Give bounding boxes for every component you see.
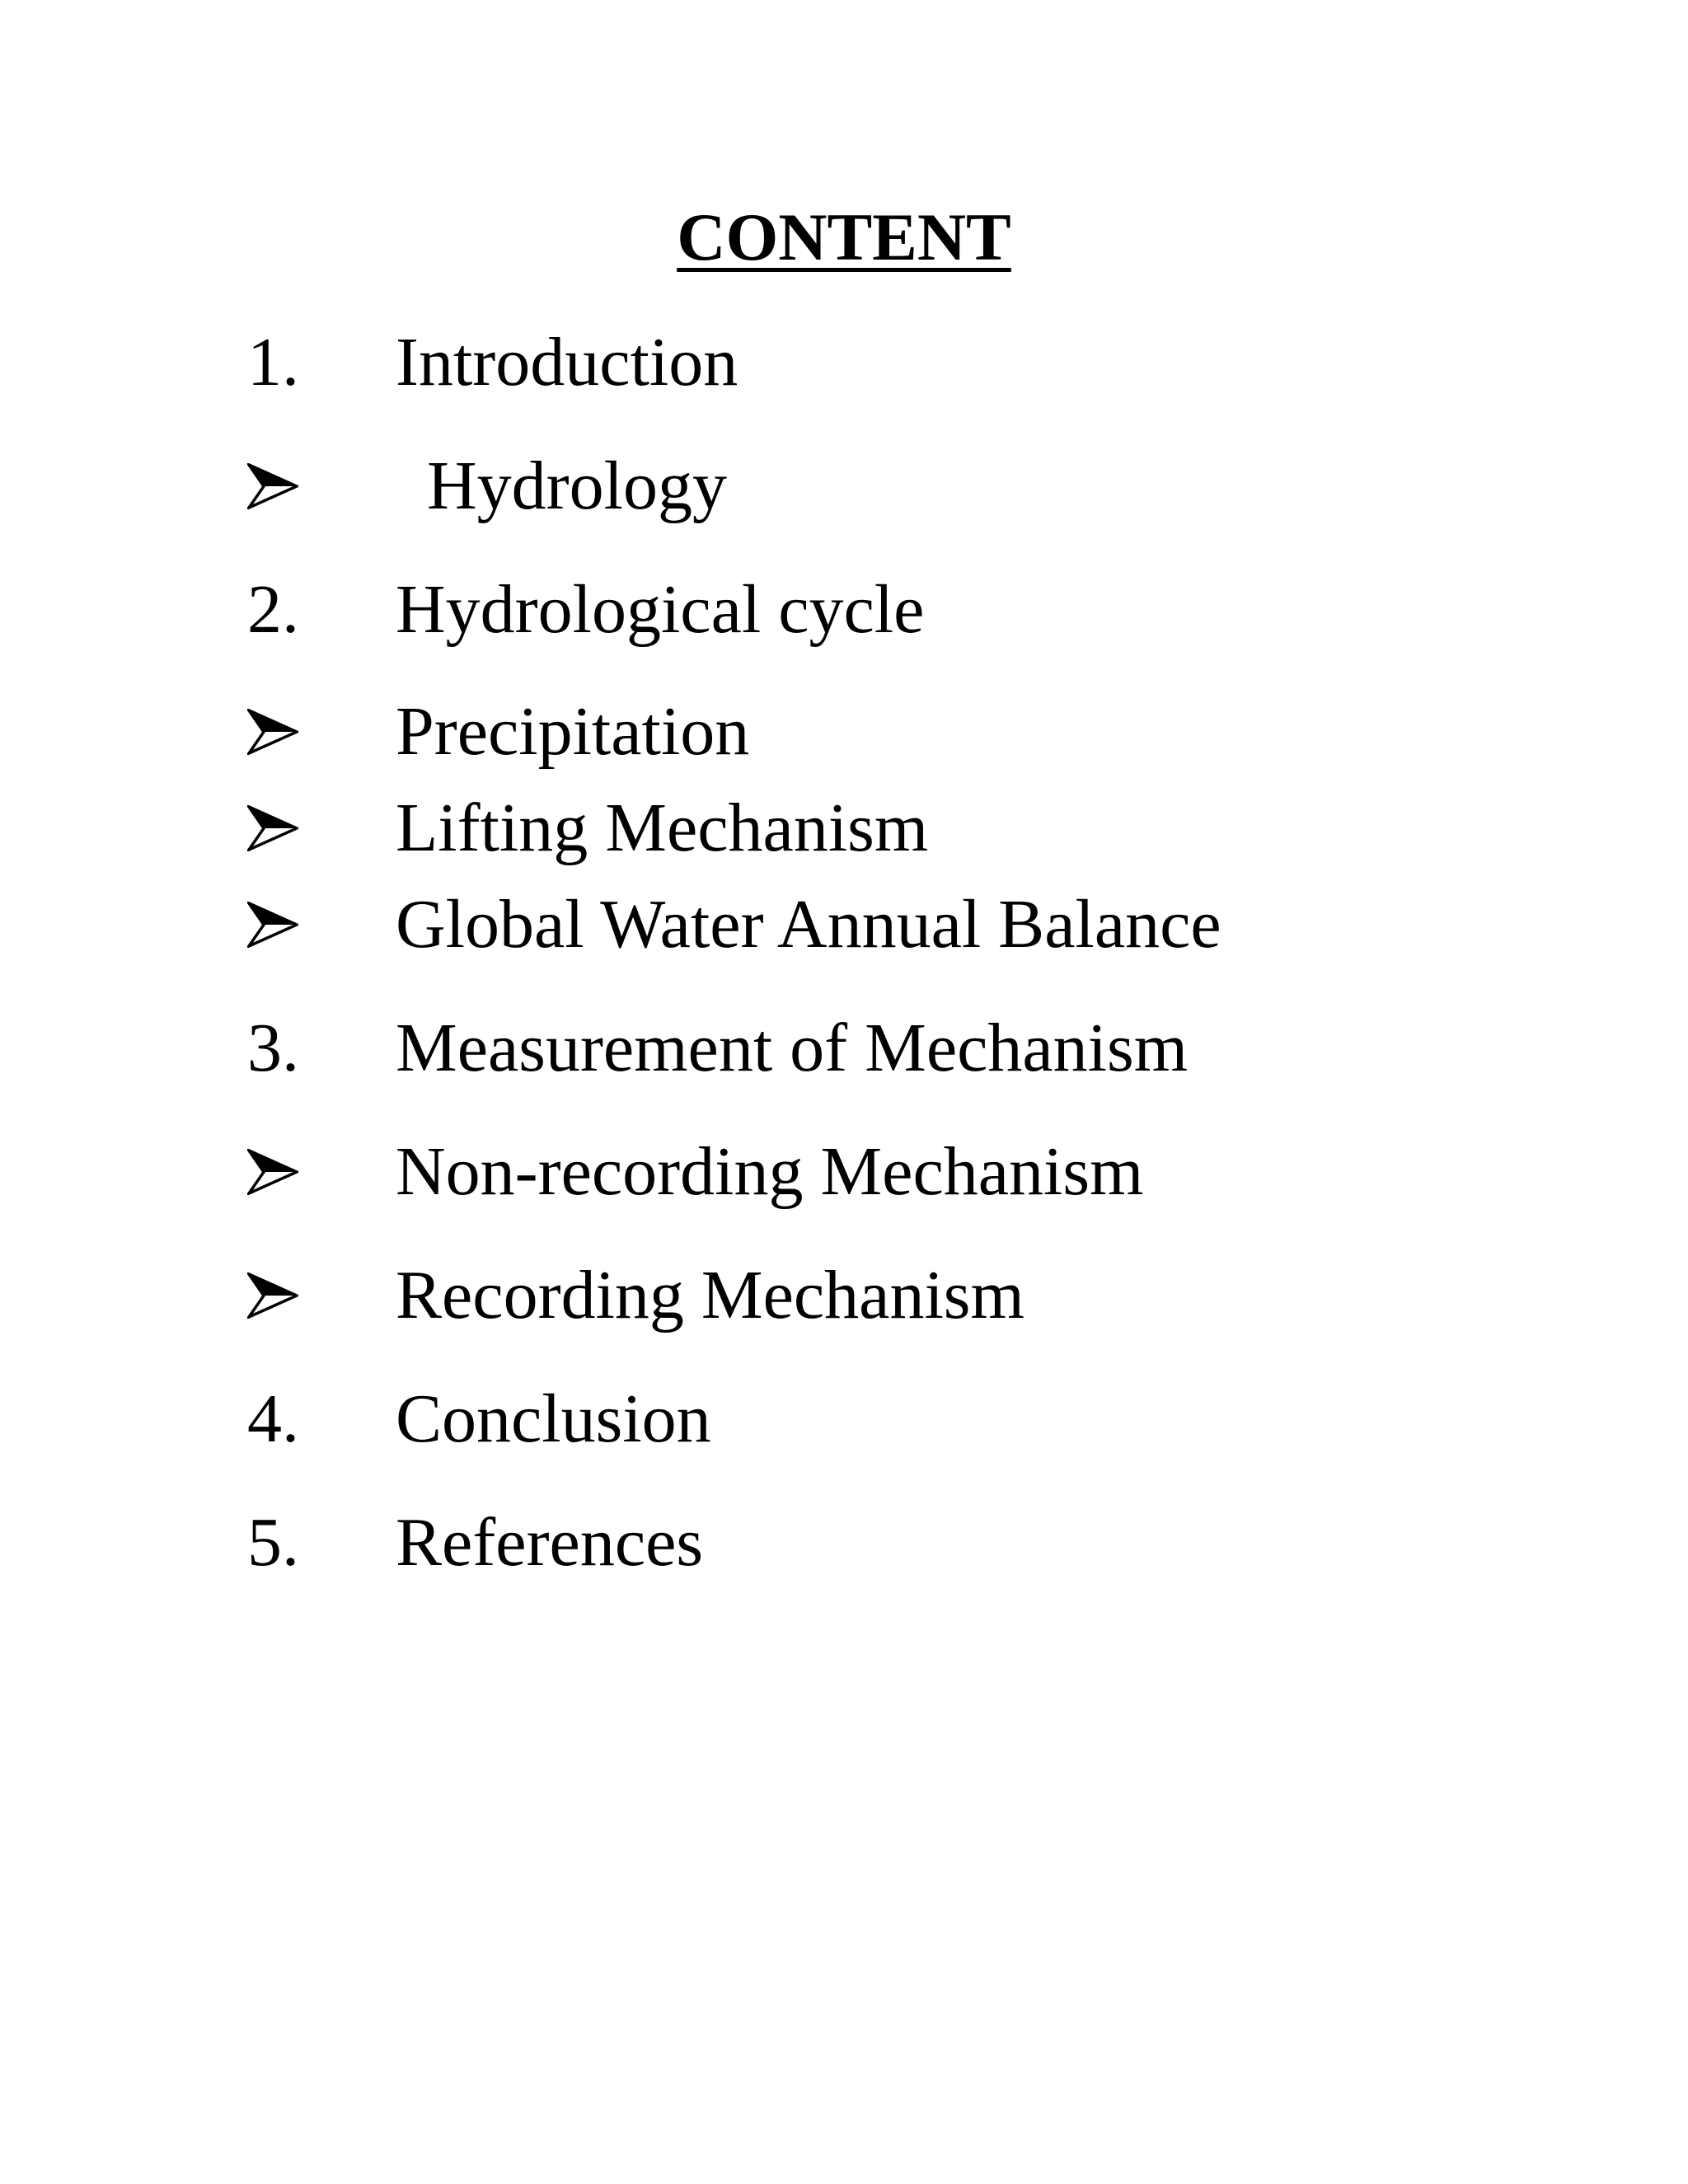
list-item — [0, 1007, 1688, 1090]
item-number: 3. — [247, 1010, 299, 1086]
item-label: Lifting Mechanism — [396, 790, 929, 866]
arrow-bullet-icon — [247, 1272, 298, 1319]
item-number: 1. — [247, 324, 299, 401]
list-item — [0, 691, 1688, 773]
page-title-text: CONTENT — [677, 199, 1011, 274]
list-item — [0, 1378, 1688, 1460]
list-item — [0, 787, 1688, 869]
list-item — [0, 1131, 1688, 1213]
arrow-bullet-icon — [247, 709, 298, 755]
item-label: Recording Mechanism — [396, 1257, 1025, 1333]
list-item — [0, 569, 1688, 651]
item-label: Hydrological cycle — [396, 571, 925, 648]
item-label: References — [396, 1504, 704, 1581]
item-label: Hydrology — [427, 448, 727, 524]
page-title — [0, 196, 1688, 279]
item-label: Precipitation — [396, 693, 750, 770]
item-label: Measurement of Mechanism — [396, 1010, 1189, 1086]
list-item — [0, 445, 1688, 527]
item-label: Non-recording Mechanism — [396, 1133, 1144, 1210]
item-label: Introduction — [396, 324, 738, 401]
arrow-bullet-icon — [247, 902, 298, 948]
item-number: 2. — [247, 571, 299, 648]
list-item — [0, 1254, 1688, 1337]
item-label: Global Water Annual Balance — [396, 886, 1221, 963]
item-label: Conclusion — [396, 1380, 711, 1457]
list-item — [0, 883, 1688, 966]
arrow-bullet-icon — [247, 1149, 298, 1195]
item-number: 5. — [247, 1504, 299, 1581]
list-item — [0, 321, 1688, 404]
arrow-bullet-icon — [247, 805, 298, 851]
arrow-bullet-icon — [247, 463, 298, 509]
item-number: 4. — [247, 1380, 299, 1457]
list-item — [0, 1502, 1688, 1584]
